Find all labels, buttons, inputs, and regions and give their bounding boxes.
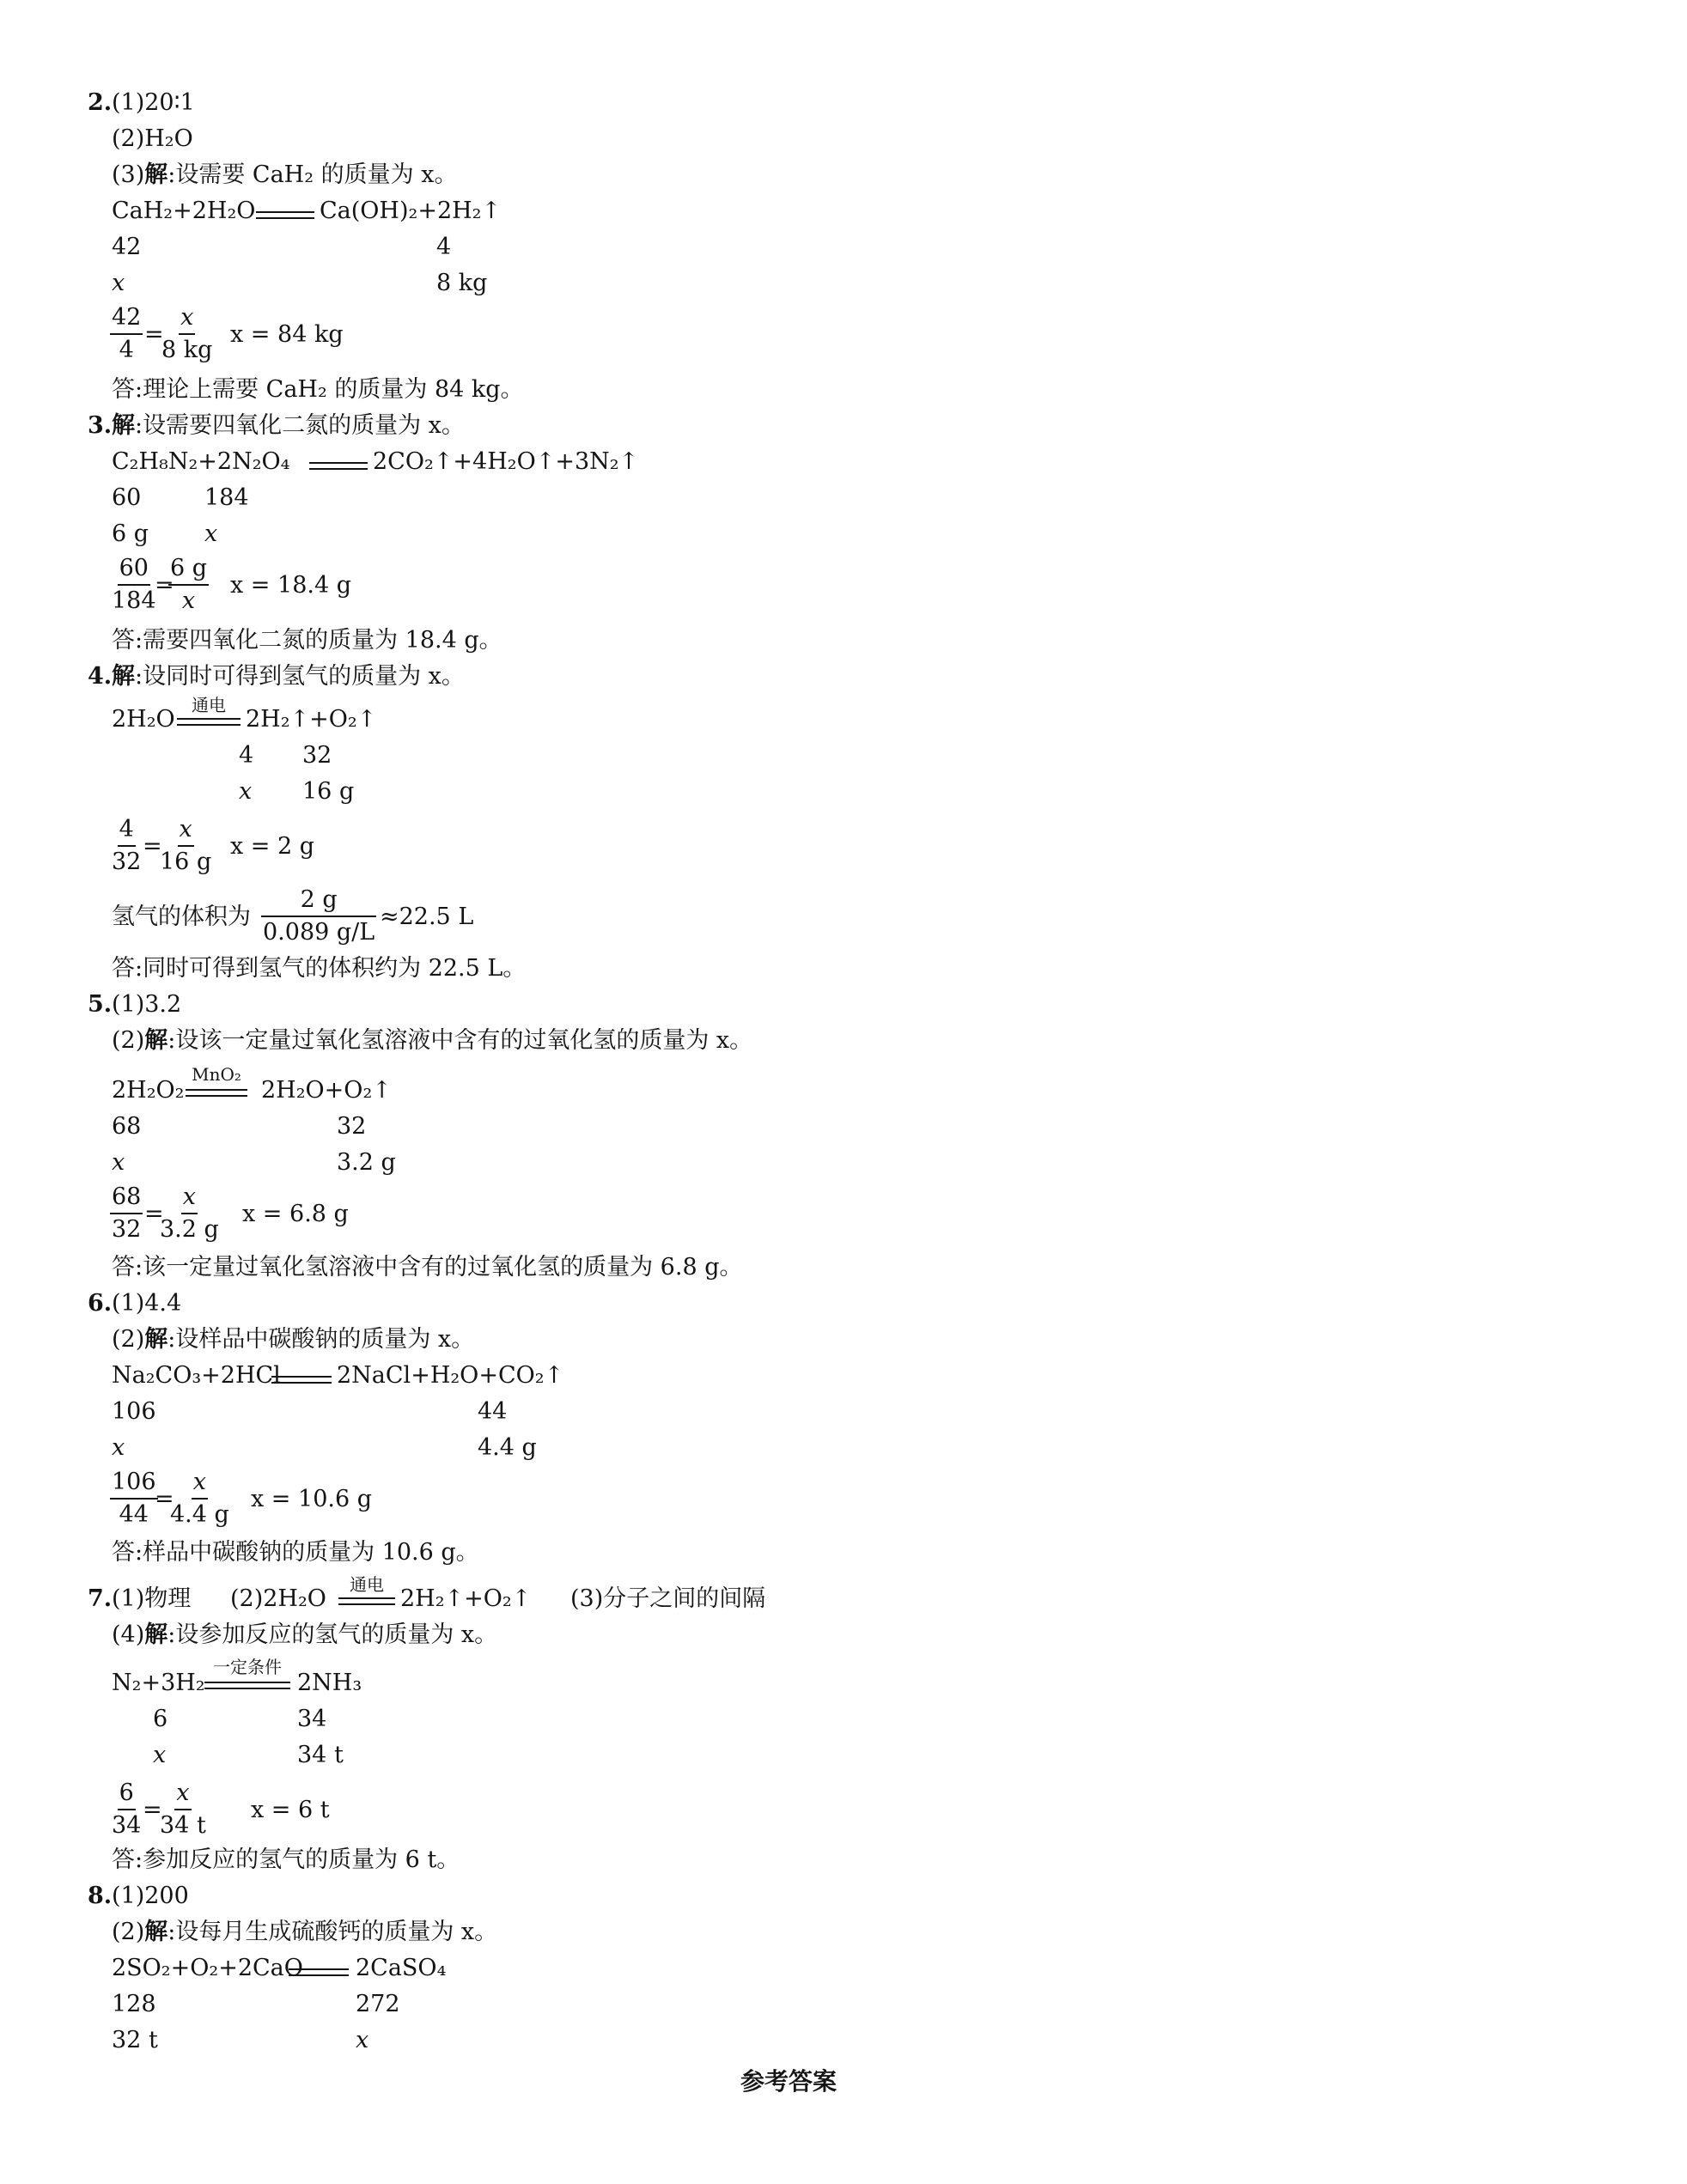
q2-value-2: 8 kg — [436, 270, 488, 296]
q7-part1: (1)物理 — [112, 1585, 192, 1612]
q4-number: 4. — [88, 663, 113, 690]
q7-mass-1: 6 — [153, 1706, 168, 1732]
q8-mass-2: 272 — [356, 1991, 400, 2017]
q8-equation-left: 2SO₂+O₂+2CaO — [112, 1955, 303, 1981]
q5-eq-sign: = — [144, 1201, 164, 1227]
q2-result: x = 84 kg — [230, 321, 344, 348]
q2-part3-line: (3)解:设需要 CaH₂ 的质量为 x。 — [112, 161, 458, 188]
q5-number: 5. — [88, 991, 113, 1018]
q6-mass-1: 106 — [112, 1398, 156, 1425]
q2-value-1: x — [112, 270, 125, 296]
q6-fraction-1: $\frac{106}{44}$ — [112, 1469, 156, 1528]
q7-value-2: 34 t — [297, 1742, 344, 1768]
q7-mass-2: 34 — [297, 1706, 327, 1732]
q3-intro: 解:设需要四氧化二氮的质量为 x。 — [112, 412, 465, 439]
q7-part3: (3)分子之间的间隔 — [570, 1585, 766, 1612]
q5-value-1: x — [112, 1149, 125, 1176]
q4-equals-sign — [177, 718, 241, 726]
q3-value-2: x — [204, 520, 218, 547]
q4-value-1: x — [239, 778, 253, 805]
q5-equation-right: 2H₂O+O₂↑ — [261, 1077, 392, 1104]
q4-fraction-2: $\frac{x}{16 g}$ — [160, 816, 212, 875]
q6-eq-sign: = — [155, 1486, 174, 1512]
q2-equals-sign — [256, 211, 314, 219]
q7-part2-left: (2)2H₂O — [230, 1585, 326, 1612]
q7-eq-sign: = — [143, 1797, 162, 1823]
q2-fraction-2: $\frac{x}{8 kg}$ — [161, 304, 213, 363]
q5-result: x = 6.8 g — [242, 1201, 349, 1227]
q6-number: 6. — [88, 1290, 113, 1317]
q6-value-2: 4.4 g — [478, 1434, 537, 1461]
q5-equation-left: 2H₂O₂ — [112, 1077, 185, 1104]
q2-fraction-1: $\frac{42}{4}$ — [112, 304, 142, 363]
q6-part1: (1)4.4 — [112, 1290, 182, 1317]
q2-equation-left: CaH₂+2H₂O — [112, 198, 256, 224]
q3-value-1: 6 g — [112, 520, 149, 547]
q5-equals-sign — [186, 1089, 247, 1097]
q3-fraction-2: $\frac{6 g}{x}$ — [170, 555, 208, 614]
q6-fraction-2: $\frac{x}{4.4 g}$ — [170, 1469, 229, 1528]
q7-result: x = 6 t — [251, 1797, 330, 1823]
q3-fraction-1: $\frac{60}{184}$ — [112, 555, 156, 614]
q3-mass-2: 184 — [204, 484, 249, 511]
q3-mass-1: 60 — [112, 484, 142, 511]
q5-fraction-1: $\frac{68}{32}$ — [112, 1183, 142, 1243]
q5-part1: (1)3.2 — [112, 991, 182, 1018]
q7-part4-line: (4)解:设参加反应的氢气的质量为 x。 — [112, 1621, 498, 1648]
q2-mass-1: 42 — [112, 234, 142, 260]
q3-number: 3. — [88, 412, 113, 439]
q4-answer: 答:同时可得到氢气的体积约为 22.5 L。 — [112, 955, 527, 982]
q5-value-2: 3.2 g — [337, 1149, 396, 1176]
page-footer-title: 参考答案 — [740, 2067, 837, 2096]
q6-value-1: x — [112, 1434, 125, 1461]
q4-fraction-1: $\frac{4}{32}$ — [112, 816, 142, 875]
q6-part2-line: (2)解:设样品中碳酸钠的质量为 x。 — [112, 1326, 475, 1353]
q4-volume-result: ≈22.5 L — [380, 903, 474, 930]
q6-answer: 答:样品中碳酸钠的质量为 10.6 g。 — [112, 1539, 479, 1566]
q7-condition: 一定条件 — [213, 1657, 282, 1677]
q5-answer: 答:该一定量过氧化氢溶液中含有的过氧化氢的质量为 6.8 g。 — [112, 1254, 743, 1281]
q7-answer: 答:参加反应的氢气的质量为 6 t。 — [112, 1846, 460, 1873]
q3-answer: 答:需要四氧化二氮的质量为 18.4 g。 — [112, 627, 502, 654]
q8-equation-right: 2CaSO₄ — [356, 1955, 447, 1981]
q7-number: 7. — [88, 1585, 113, 1612]
q2-eq-sign: = — [144, 321, 164, 348]
q4-mass-2: 32 — [302, 742, 332, 769]
q3-eq-sign: = — [155, 572, 174, 599]
q8-equals-sign — [289, 1968, 349, 1976]
q7-equation-left: N₂+3H₂ — [112, 1670, 205, 1696]
q5-condition: MnO₂ — [192, 1064, 241, 1085]
q6-equation-left: Na₂CO₃+2HCl — [112, 1362, 281, 1389]
q2-equation-right: Ca(OH)₂+2H₂↑ — [320, 198, 502, 224]
q6-result: x = 10.6 g — [251, 1486, 372, 1512]
q8-value-2: x — [356, 2027, 369, 2053]
q5-mass-1: 68 — [112, 1113, 142, 1140]
q2-number: 2. — [88, 89, 113, 116]
q8-value-1: 32 t — [112, 2027, 158, 2053]
q4-eq-sign: = — [143, 833, 162, 860]
q3-equation-left: C₂H₈N₂+2N₂O₄ — [112, 448, 290, 475]
q7-fraction-2: $\frac{x}{34 t}$ — [160, 1779, 206, 1839]
q3-equals-sign — [309, 462, 368, 470]
q7-fraction-1: $\frac{6}{34}$ — [112, 1779, 142, 1839]
q2-part2: (2)H₂O — [112, 125, 193, 152]
q5-part2-line: (2)解:设该一定量过氧化氢溶液中含有的过氧化氢的质量为 x。 — [112, 1027, 753, 1054]
q2-answer: 答:理论上需要 CaH₂ 的质量为 84 kg。 — [112, 376, 524, 403]
q5-mass-2: 32 — [337, 1113, 367, 1140]
q7-equation-right: 2NH₃ — [297, 1670, 362, 1696]
q7-part2-condition: 通电 — [350, 1574, 384, 1595]
q6-mass-2: 44 — [478, 1398, 508, 1425]
q2-mass-2: 4 — [436, 234, 452, 260]
q4-volume-fraction: $\frac{2 g}{0.089 g/L}$ — [263, 886, 375, 946]
q4-condition: 通电 — [192, 695, 226, 715]
q4-equation-right: 2H₂↑+O₂↑ — [246, 706, 377, 733]
q4-volume-label: 氢气的体积为 — [112, 903, 251, 930]
q4-mass-1: 4 — [239, 742, 254, 769]
q6-equals-sign — [271, 1376, 332, 1384]
q3-equation-right: 2CO₂↑+4H₂O↑+3N₂↑ — [373, 448, 639, 475]
q7-part2-equals-sign — [338, 1597, 395, 1605]
q8-part2-line: (2)解:设每月生成硫酸钙的质量为 x。 — [112, 1919, 498, 1945]
q7-equals-sign — [204, 1682, 290, 1689]
q8-mass-1: 128 — [112, 1991, 156, 2017]
q2-part1: (1)20∶1 — [112, 89, 195, 116]
q8-part1: (1)200 — [112, 1883, 189, 1909]
q6-equation-right: 2NaCl+H₂O+CO₂↑ — [337, 1362, 564, 1389]
q4-result: x = 2 g — [230, 833, 315, 860]
q4-intro: 解:设同时可得到氢气的质量为 x。 — [112, 663, 465, 690]
q4-equation-left: 2H₂O — [112, 706, 175, 733]
q3-result: x = 18.4 g — [230, 572, 351, 599]
q7-part2-right: 2H₂↑+O₂↑ — [400, 1585, 532, 1612]
q7-value-1: x — [153, 1742, 167, 1768]
q5-fraction-2: $\frac{x}{3.2 g}$ — [160, 1183, 219, 1243]
q8-number: 8. — [88, 1883, 113, 1909]
q4-value-2: 16 g — [302, 778, 355, 805]
